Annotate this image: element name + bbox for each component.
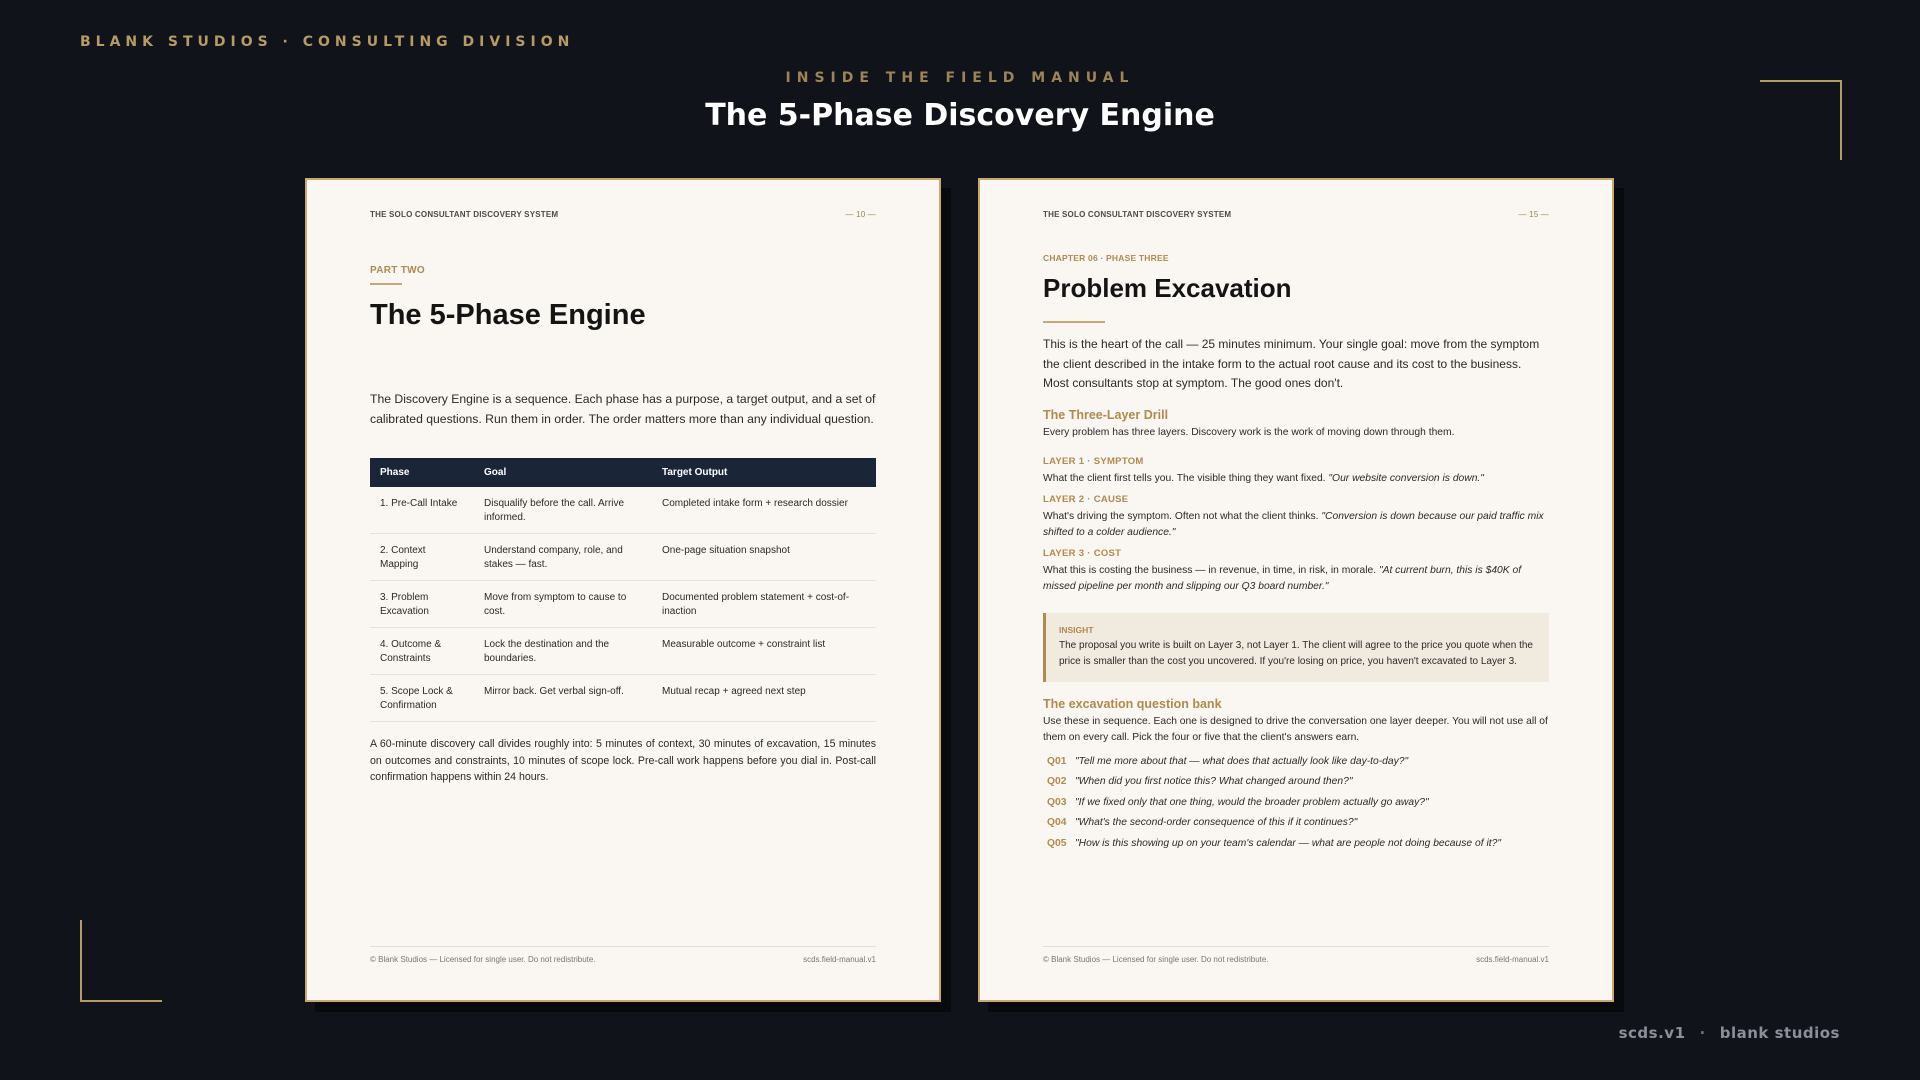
manual-page-left bbox=[305, 178, 941, 1002]
version-label: scds.v1 bbox=[1618, 1024, 1686, 1042]
drill-description: Every problem has three layers. Discovery work is the work of moving down through them. bbox=[1043, 426, 1455, 438]
studio-label: blank studios bbox=[1719, 1024, 1840, 1042]
table-header-row bbox=[370, 458, 876, 487]
doc-id: scds.field-manual.v1 bbox=[1476, 955, 1549, 964]
running-head bbox=[370, 210, 876, 219]
table-cell: Completed intake form + research dossier bbox=[652, 487, 876, 534]
doc-id: scds.field-manual.v1 bbox=[803, 955, 876, 964]
question-id: Q04 bbox=[1047, 817, 1067, 829]
question-id: Q05 bbox=[1047, 837, 1067, 849]
table-cell: Disqualify before the call. Arrive informed. bbox=[474, 487, 652, 534]
layer-text: What the client first tells you. The visible thing they want fixed. bbox=[1043, 472, 1329, 484]
footer-separator: · bbox=[1699, 1024, 1706, 1042]
license-notice: © Blank Studios — Licensed for single user. Do not redistribute. bbox=[1043, 955, 1269, 964]
part-label: PART TWO bbox=[370, 265, 425, 276]
layer-label: LAYER 3 · COST bbox=[1043, 547, 1122, 559]
page-title: The 5-Phase Discovery Engine bbox=[705, 98, 1215, 133]
question-item bbox=[1043, 772, 1549, 793]
question-list bbox=[1043, 752, 1549, 855]
page-number: — 10 — bbox=[845, 210, 876, 219]
question-text: "Tell me more about that — what does that actually look like day-to-day?" bbox=[1075, 755, 1409, 767]
table-cell: Lock the destination and the boundaries. bbox=[474, 628, 652, 675]
question-item bbox=[1043, 793, 1549, 814]
running-head-title: THE SOLO CONSULTANT DISCOVERY SYSTEM bbox=[1043, 210, 1232, 219]
table-cell: 1. Pre-Call Intake bbox=[370, 487, 474, 534]
table-cell: 4. Outcome & Constraints bbox=[370, 628, 474, 675]
section-heading: The Three-Layer Drill bbox=[1043, 407, 1169, 422]
manual-page-right bbox=[978, 178, 1614, 1002]
table-cell: Understand company, role, and stakes — fast. bbox=[474, 534, 652, 581]
layer-description bbox=[1043, 563, 1549, 595]
layer-text: What's driving the symptom. Often not what the client thinks. bbox=[1043, 510, 1322, 522]
question-item bbox=[1043, 834, 1549, 855]
column-header: Goal bbox=[474, 458, 652, 487]
corner-bracket-bottom-left bbox=[80, 920, 162, 1002]
footer-brand bbox=[1619, 1024, 1840, 1042]
intro-paragraph: This is the heart of the call — 25 minutes minimum. Your single goal: move from the symptom the client described in the intake form to the actual root cause and its cost to the business. Most consultants stop at symptom. The good ones don't. bbox=[1043, 337, 1540, 390]
layer-description bbox=[1043, 509, 1549, 541]
brand-label: BLANK STUDIOS · CONSULTING DIVISION bbox=[80, 34, 575, 50]
table-row bbox=[370, 487, 876, 534]
table-cell: Move from symptom to cause to cost. bbox=[474, 581, 652, 628]
intro-paragraph: The Discovery Engine is a sequence. Each phase has a purpose, a target output, and a set of calibrated questions. Run them in order. The order matters more than any individual question. bbox=[370, 392, 876, 426]
section-heading: The excavation question bank bbox=[1043, 696, 1222, 711]
layer-quote: "Conversion is down because our paid traffic mix shifted to a colder audience." bbox=[1043, 510, 1544, 538]
page-heading: Problem Excavation bbox=[1043, 273, 1292, 303]
table-cell: 2. Context Mapping bbox=[370, 534, 474, 581]
license-notice: © Blank Studios — Licensed for single user. Do not redistribute. bbox=[370, 955, 596, 964]
question-id: Q02 bbox=[1047, 776, 1067, 788]
table-cell: Mutual recap + agreed next step bbox=[652, 675, 876, 722]
question-text: "How is this showing up on your team's calendar — what are people not doing because of it?" bbox=[1075, 837, 1501, 849]
table-cell: 5. Scope Lock & Confirmation bbox=[370, 675, 474, 722]
page-footer bbox=[1043, 946, 1549, 964]
running-head-title: THE SOLO CONSULTANT DISCOVERY SYSTEM bbox=[370, 210, 559, 219]
question-text: "If we fixed only that one thing, would the broader problem actually go away?" bbox=[1075, 796, 1429, 808]
layer-text: What this is costing the business — in revenue, in time, in risk, in morale. bbox=[1043, 564, 1379, 576]
phase-table bbox=[370, 458, 876, 722]
question-item bbox=[1043, 813, 1549, 834]
running-head bbox=[1043, 210, 1549, 219]
insight-text: The proposal you write is built on Layer 3, not Layer 1. The client will agree to the price you quote when the price is smaller than the cost you uncovered. If you're losing on price, you haven't excavated to Layer 3. bbox=[1059, 639, 1533, 667]
question-text: "What's the second-order consequence of this if it continues?" bbox=[1075, 817, 1358, 829]
table-row bbox=[370, 581, 876, 628]
table-cell: Mirror back. Get verbal sign-off. bbox=[474, 675, 652, 722]
column-header: Target Output bbox=[652, 458, 876, 487]
question-id: Q01 bbox=[1047, 755, 1067, 767]
question-item bbox=[1043, 752, 1549, 773]
accent-rule bbox=[370, 283, 402, 285]
column-header: Phase bbox=[370, 458, 474, 487]
layer-quote: "At current burn, this is $40K of missed pipeline per month and slipping our Q3 board number." bbox=[1043, 564, 1522, 592]
table-cell: One-page situation snapshot bbox=[652, 534, 876, 581]
accent-rule bbox=[1043, 321, 1105, 323]
insight-callout bbox=[1043, 613, 1549, 682]
table-row bbox=[370, 628, 876, 675]
table-cell: 3. Problem Excavation bbox=[370, 581, 474, 628]
chapter-label: CHAPTER 06 · PHASE THREE bbox=[1043, 253, 1169, 263]
question-bank-description: Use these in sequence. Each one is designed to drive the conversation one layer deeper. You will not use all of them on every call. Pick the four or five that the client's answers earn. bbox=[1043, 715, 1548, 743]
corner-bracket-top-right bbox=[1760, 80, 1842, 160]
layer-label: LAYER 2 · CAUSE bbox=[1043, 493, 1129, 505]
layer-quote: "Our website conversion is down." bbox=[1328, 472, 1484, 484]
insight-tag: INSIGHT bbox=[1059, 624, 1094, 635]
page-footer bbox=[370, 946, 876, 964]
page-heading: The 5-Phase Engine bbox=[370, 299, 646, 331]
table-cell: Documented problem statement + cost-of-inaction bbox=[652, 581, 876, 628]
summary-paragraph: A 60-minute discovery call divides roughly into: 5 minutes of context, 30 minutes of excavation, 15 minutes on outcomes and constraints, 10 minutes of scope lock. Pre-call work happens before you dial in. Post-call confirmation happens within 24 hours. bbox=[370, 738, 876, 783]
table-row bbox=[370, 534, 876, 581]
layer-description bbox=[1043, 471, 1549, 487]
table-cell: Measurable outcome + constraint list bbox=[652, 628, 876, 675]
layer-label: LAYER 1 · SYMPTOM bbox=[1043, 455, 1144, 467]
page-number: — 15 — bbox=[1518, 210, 1549, 219]
question-text: "When did you first notice this? What changed around then?" bbox=[1075, 776, 1353, 788]
question-id: Q03 bbox=[1047, 796, 1067, 808]
section-eyebrow: INSIDE THE FIELD MANUAL bbox=[785, 70, 1135, 86]
table-row bbox=[370, 675, 876, 722]
